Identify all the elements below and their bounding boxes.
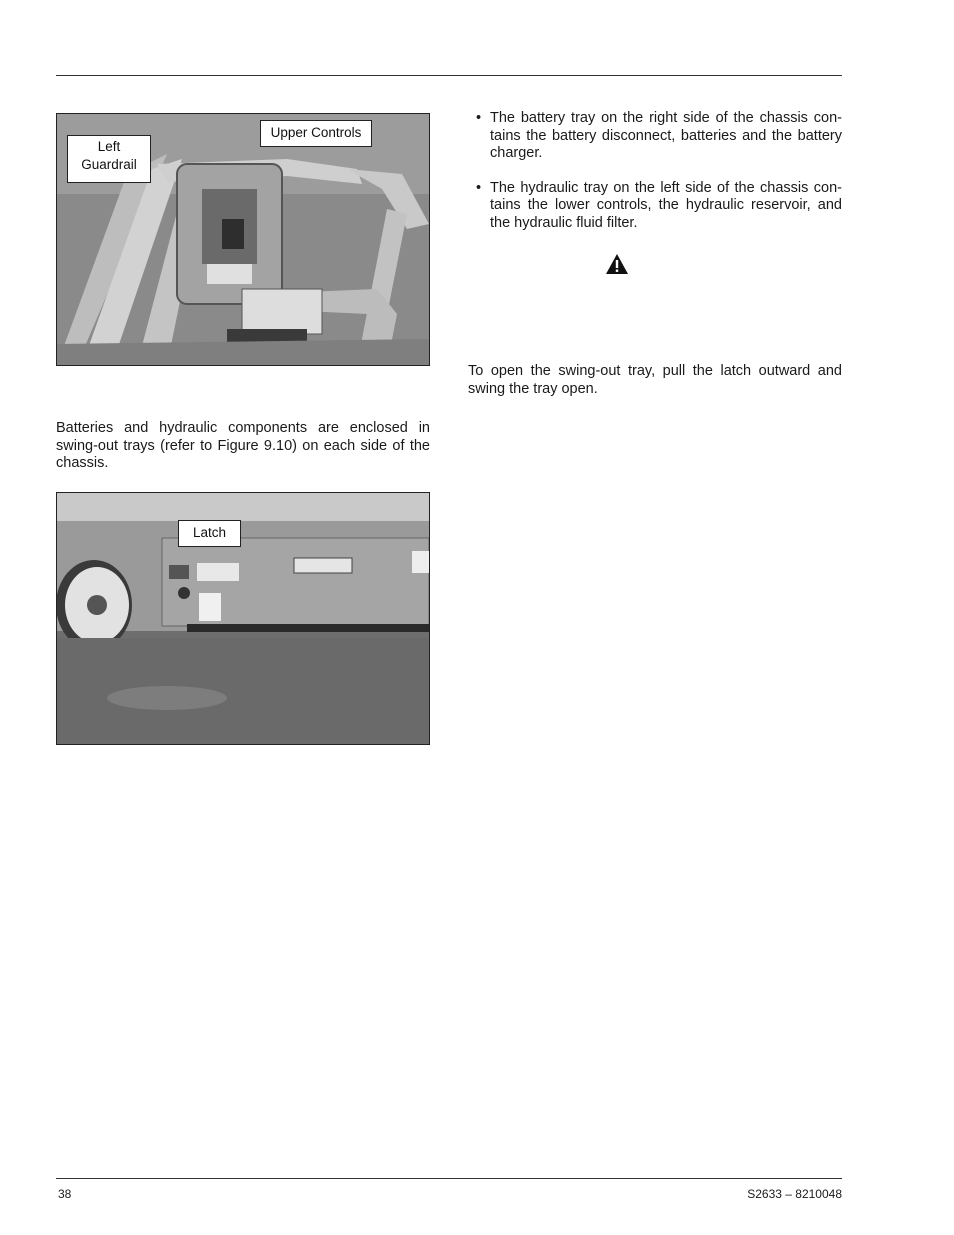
- callout-left-guardrail-line2: Guardrail: [81, 157, 137, 172]
- bullet-battery-tray: [474, 110, 842, 163]
- bullet-glyph: •: [476, 179, 482, 196]
- header-rule: [56, 75, 842, 76]
- intro-paragraph: Batteries and hydraulic components are enclosed in swing-out trays (refer to Figure 9.10) on each side of the chassis.: [56, 420, 430, 471]
- bullet-battery-tray-text: The battery tray on the right side of the chassis con- tains the battery disconnect, batteries and the battery charger.: [490, 110, 842, 161]
- callout-left-guardrail-line1: Left: [97, 139, 121, 154]
- page-number: 38: [58, 1187, 72, 1201]
- callout-upper-controls: Upper Controls: [260, 120, 372, 147]
- footer-rule: [56, 1178, 842, 1179]
- warning-triangle-icon: [605, 253, 629, 275]
- callout-latch: Latch: [178, 520, 241, 547]
- document-id: S2633 – 8210048: [747, 1187, 842, 1201]
- bullet-hydraulic-tray-text: The hydraulic tray on the left side of the chassis con- tains the lower controls, the hydraulic reservoir, and the hydraulic fluid filter.: [490, 179, 842, 231]
- tray-bullet-list: [474, 110, 842, 249]
- bullet-hydraulic-tray: [474, 180, 842, 233]
- open-tray-paragraph: To open the swing-out tray, pull the latch outward and swing the tray open.: [468, 363, 842, 397]
- tray-latch-photo: [56, 492, 430, 745]
- callout-left-guardrail: [67, 135, 151, 183]
- bullet-glyph: •: [476, 110, 482, 126]
